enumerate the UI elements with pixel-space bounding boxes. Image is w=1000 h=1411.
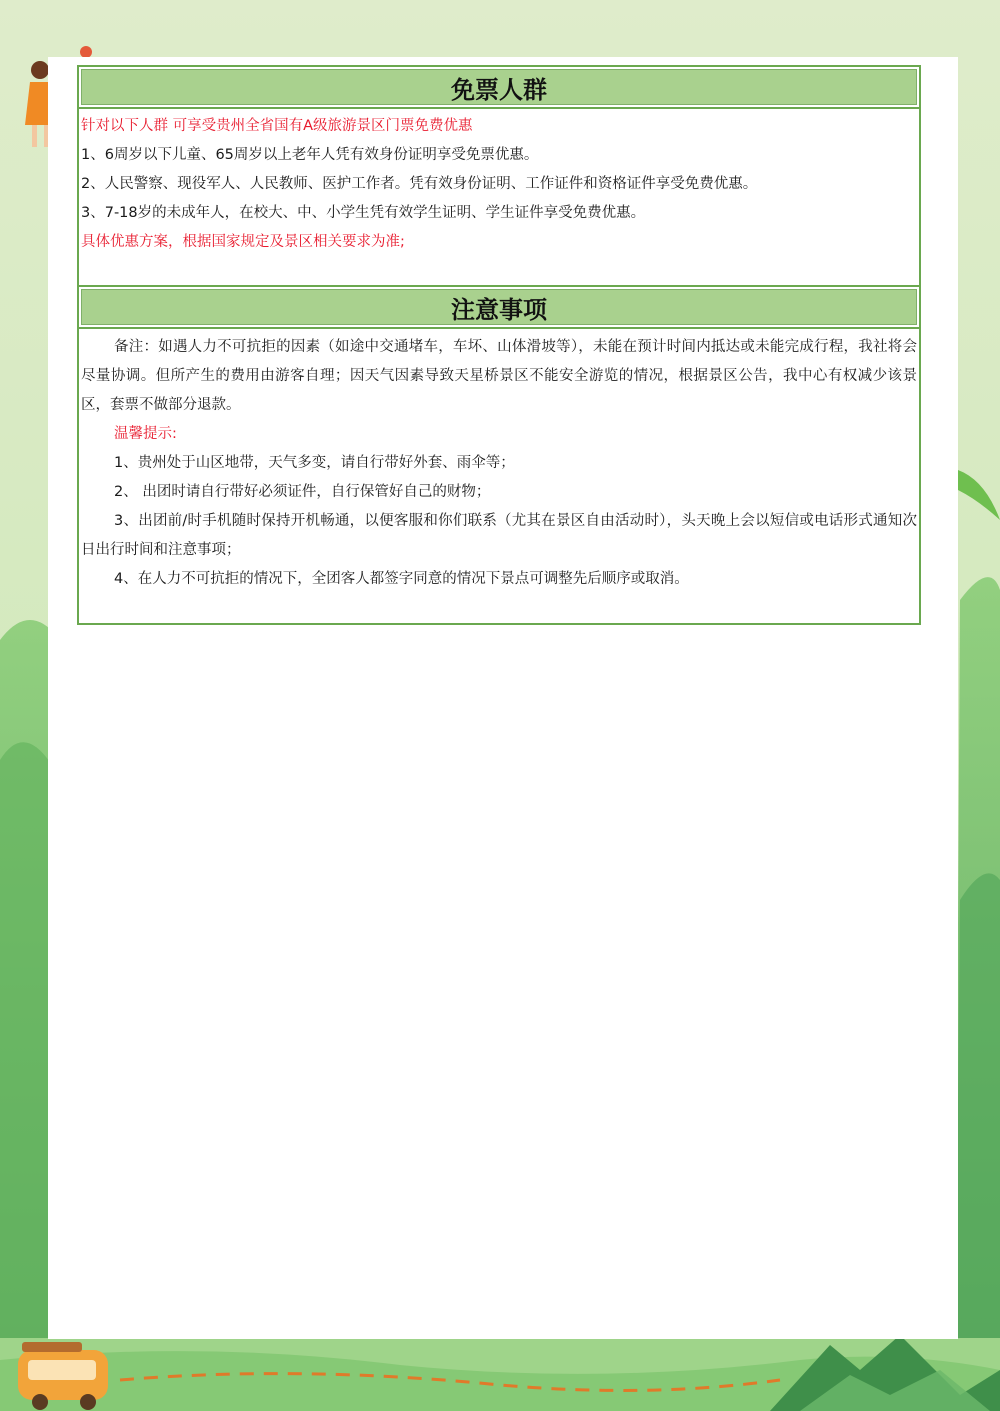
bus-icon: [18, 1342, 108, 1410]
section-title: 注意事项: [451, 294, 547, 324]
section-body-notices: [79, 327, 919, 623]
list-item: 2、人民警察、现役军人、人民教师、医护工作者。凭有效身份证明、工作证件和资格证件享受免费优惠。: [81, 176, 758, 192]
intro-text: 针对以下人群 可享受贵州全省国有A级旅游景区门票免费优惠: [81, 118, 473, 134]
tip-item: 4、在人力不可抗拒的情况下，全团客人都签字同意的情况下景点可调整先后顺序或取消。: [114, 571, 689, 587]
remark-text: 备注：如遇人力不可抗拒的因素（如途中交通堵车，车坏、山体滑坡等），未能在预计时间内抵达或未能完成行程，我社将会尽量协调。但所产生的费用由游客自理；因天气因素导致天星桥景区不能安全游览的情况，根据景区公告，我中心有权减少该景区，套票不做部分退款。: [81, 339, 917, 413]
tips-title: 温馨提示:: [114, 426, 177, 442]
tip-item: 2、 出团时请自行带好必须证件，自行保管好自己的财物；: [114, 484, 491, 500]
section-body-free-tickets: [79, 107, 919, 287]
list-item: 1、6周岁以下儿童、65周岁以上老年人凭有效身份证明享受免票优惠。: [81, 147, 539, 163]
tip-item: 1、贵州处于山区地带，天气多变，请自行带好外套、雨伞等；: [114, 455, 515, 471]
section-title: 免票人群: [451, 74, 547, 104]
section-header-free-tickets: [81, 69, 917, 105]
tip-item: 3、出团前/时手机随时保持开机畅通，以便客服和你们联系（尤其在景区自由活动时），头天晚上会以短信或电话形式通知次日出行时间和注意事项；: [81, 513, 917, 558]
section-header-notices: [81, 289, 917, 325]
list-item: 3、7-18岁的未成年人，在校大、中、小学生凭有效学生证明、学生证件享受免费优惠。: [81, 205, 646, 221]
info-table: [77, 65, 921, 625]
note-text: 具体优惠方案，根据国家规定及景区相关要求为准;: [81, 234, 405, 250]
document-page: [48, 57, 958, 1339]
